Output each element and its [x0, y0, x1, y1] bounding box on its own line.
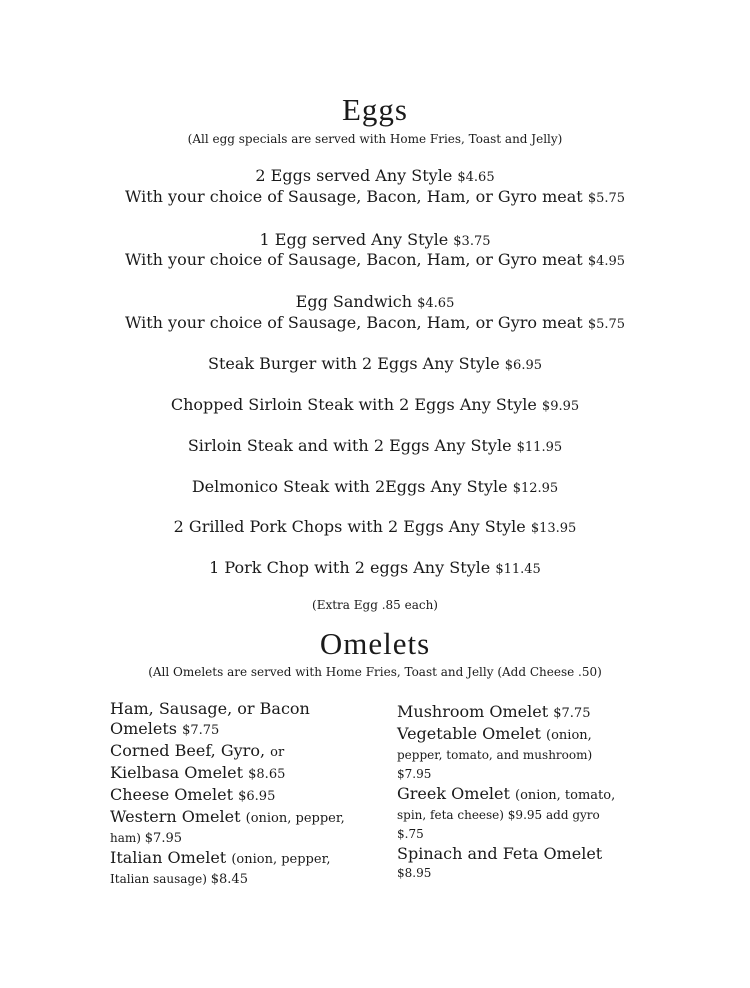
omelet-price: $6.95 — [238, 789, 276, 804]
menu-item-choice — [0, 250, 750, 269]
omelet-item — [397, 844, 687, 883]
omelet-name: Ham, Sausage, or Bacon — [110, 699, 310, 718]
item-name: Delmonico Steak with 2Eggs Any Style — [191, 477, 508, 496]
item-choice: With your choice of Sausage, Bacon, Ham, or Gyro meat — [124, 187, 583, 206]
omelet-name: Vegetable Omelet — [397, 724, 541, 743]
item-name: 2 Eggs served Any Style — [255, 166, 453, 185]
omelet-desc-cont: ham) — [110, 831, 141, 845]
omelet-item — [397, 784, 687, 844]
omelets-left-column — [110, 699, 400, 889]
menu-item — [0, 354, 750, 373]
omelet-item — [110, 741, 400, 785]
item-price: $9.95 — [541, 399, 580, 414]
menu-item-choice — [0, 313, 750, 332]
omelet-name: Mushroom Omelet — [397, 702, 549, 721]
menu-item — [0, 558, 750, 577]
extra-egg-note: (Extra Egg .85 each) — [312, 598, 438, 612]
omelet-item — [110, 699, 400, 741]
item-choice-price: $4.95 — [587, 254, 626, 269]
menu-item — [0, 230, 750, 249]
omelet-price: $8.45 — [210, 872, 248, 887]
omelet-name: Corned Beef, Gyro, — [110, 741, 266, 760]
omelets-right-column — [397, 702, 687, 883]
omelet-extra-price: $.75 — [397, 827, 424, 841]
item-name: Egg Sandwich — [295, 292, 413, 311]
menu-item — [0, 517, 750, 536]
omelet-item — [397, 702, 687, 724]
omelet-desc-cont: Italian sausage) — [110, 872, 207, 886]
omelet-name: Spinach and Feta Omelet — [397, 844, 603, 863]
eggs-title: Eggs — [342, 92, 408, 127]
omelet-name-cont: Omelets — [110, 719, 177, 738]
omelet-price: $7.95 — [144, 831, 182, 846]
omelet-extra: add gyro — [545, 808, 600, 822]
omelet-price: $7.75 — [553, 706, 591, 721]
menu-item — [0, 477, 750, 496]
item-price: $12.95 — [512, 481, 559, 496]
item-choice: With your choice of Sausage, Bacon, Ham, or Gyro meat — [124, 250, 583, 269]
omelet-name: Western Omelet — [110, 807, 241, 826]
menu-item — [0, 166, 750, 185]
omelets-note: (All Omelets are served with Home Fries, Toast and Jelly (Add Cheese .50) — [148, 665, 602, 679]
item-name: 2 Grilled Pork Chops with 2 Eggs Any Style — [173, 517, 526, 536]
omelet-desc: (onion, — [546, 728, 592, 743]
omelet-item — [110, 848, 400, 889]
omelet-desc: (onion, pepper, — [245, 811, 345, 826]
item-choice-price: $5.75 — [587, 317, 626, 332]
omelet-or: or — [270, 745, 285, 760]
item-price: $4.65 — [457, 170, 495, 185]
omelet-price: $7.95 — [397, 767, 432, 781]
omelet-price: $9.95 — [507, 808, 543, 822]
item-choice-price: $5.75 — [587, 191, 626, 206]
omelet-item — [110, 807, 400, 848]
item-choice: With your choice of Sausage, Bacon, Ham, or Gyro meat — [124, 313, 583, 332]
menu-item — [0, 395, 750, 414]
omelet-name: Italian Omelet — [110, 848, 227, 867]
omelet-name: Cheese Omelet — [110, 785, 234, 804]
omelet-price: $8.65 — [248, 767, 286, 782]
item-price: $4.65 — [417, 296, 455, 311]
item-name: Chopped Sirloin Steak with 2 Eggs Any Style — [170, 395, 537, 414]
item-price: $11.45 — [495, 562, 541, 577]
omelet-price: $7.75 — [182, 723, 220, 738]
item-price: $13.95 — [530, 521, 577, 536]
item-price: $6.95 — [504, 358, 542, 373]
omelet-price: $8.95 — [397, 866, 432, 880]
item-name: Sirloin Steak and with 2 Eggs Any Style — [187, 436, 512, 455]
item-name: 1 Pork Chop with 2 eggs Any Style — [209, 558, 491, 577]
item-price: $11.95 — [516, 440, 563, 455]
omelets-title: Omelets — [319, 626, 431, 661]
menu-item — [0, 292, 750, 311]
item-name: Steak Burger with 2 Eggs Any Style — [207, 354, 500, 373]
menu-item — [0, 436, 750, 455]
eggs-note: (All egg specials are served with Home Fries, Toast and Jelly) — [187, 132, 563, 146]
omelet-name: Greek Omelet — [397, 784, 510, 803]
omelet-desc-cont: spin, feta cheese) — [397, 808, 504, 822]
item-price: $3.75 — [453, 234, 491, 249]
omelet-desc: (onion, pepper, — [231, 852, 331, 867]
omelet-name-cont: Kielbasa Omelet — [110, 763, 244, 782]
omelet-desc: (onion, tomato, — [515, 788, 616, 803]
omelet-desc-cont: pepper, tomato, and mushroom) — [397, 748, 593, 762]
menu-item-choice — [0, 187, 750, 206]
omelet-item — [110, 785, 400, 807]
omelet-item — [397, 724, 687, 784]
item-name: 1 Egg served Any Style — [259, 230, 449, 249]
